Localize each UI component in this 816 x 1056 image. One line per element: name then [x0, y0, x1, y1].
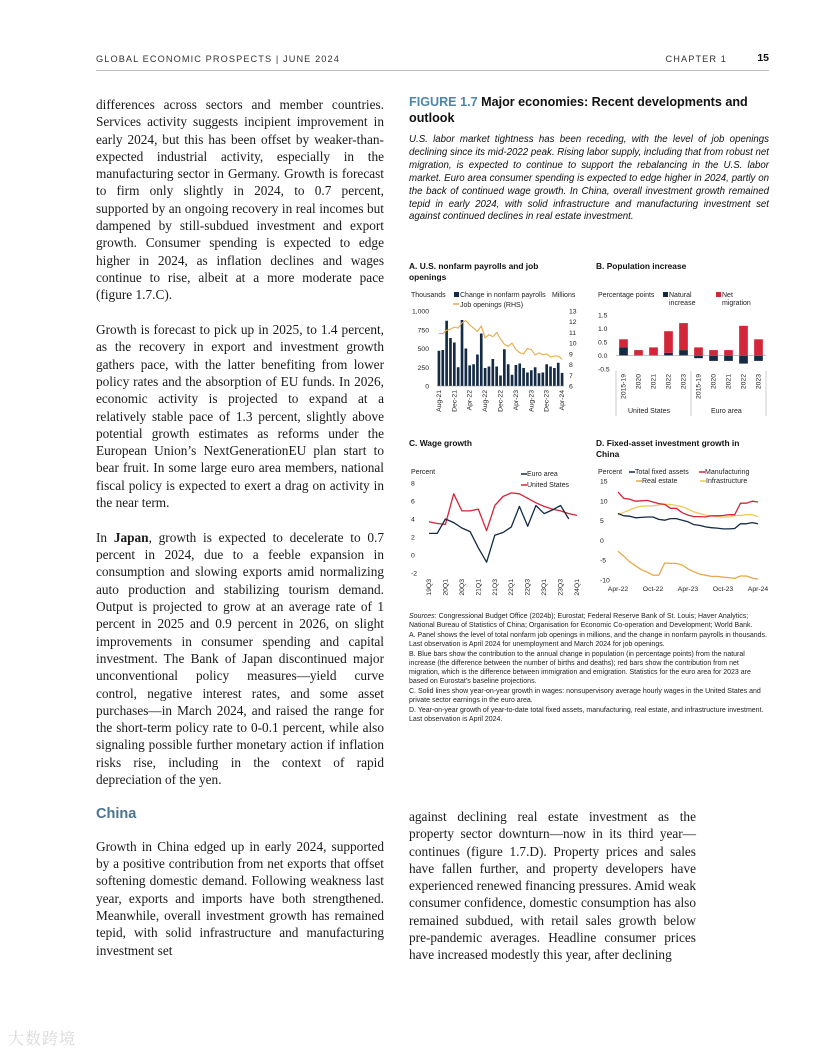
svg-text:20Q3: 20Q3 — [458, 579, 466, 596]
svg-text:Apr-23: Apr-23 — [677, 586, 699, 593]
legend-natural: Natural — [669, 292, 692, 299]
svg-text:Apr-24: Apr-24 — [747, 586, 769, 593]
svg-text:-0.5: -0.5 — [598, 366, 610, 374]
legend-swatch-natural — [663, 292, 668, 297]
svg-text:2023: 2023 — [755, 374, 763, 390]
panel-d-title — [596, 438, 771, 459]
body-paragraph: Growth is forecast to pick up in 2025, to 1.4 percent, as the recovery in export and investment growth gathers pace, with the latter benefiting from lower policy rates and the absorption of EU funds. In 2026, economic activity is projected to expand at a relatively stable pace of 1.3 percent, slightly above potential growth estimates as reforms under the European Union’s NextGenerationEU plan start to bear fruit. In some large euro area members, national fiscal policy is expected to exert a drag on activity in the near term. — [96, 322, 384, 511]
page-number: 15 — [757, 52, 769, 64]
svg-text:21Q1: 21Q1 — [475, 579, 483, 596]
svg-text:13: 13 — [569, 308, 577, 316]
watermark-logo: 大数跨境 — [8, 1029, 77, 1048]
svg-text:0: 0 — [411, 552, 415, 560]
legend-net: Net — [722, 292, 733, 299]
svg-text:23Q1: 23Q1 — [541, 579, 549, 596]
chapter-label: CHAPTER 1 — [665, 54, 727, 64]
japan-rest: , growth is expected to decelerate to 0.7 percent in 2024, due to a feeble expansion in consumption and slowing exports amid normalizing auto production and stabilizing tourism demand. Output is projected to grow at an average rate of 1 percent in 2025 and 0.9 percent in 2026, on slight improvements in consumer spending and capital investment. The Bank of Japan discontinued major unconventional policy measures—yield curve control, negative interest rates, and some asset purchases—in March 2024, and raised the range for the short-term policy rate to 0-0.1 percent, while also signaling possible further monetary action if inflation risks rise, including in the context of rapid depreciation of the yen. — [96, 529, 384, 787]
svg-text:Aug-23: Aug-23 — [528, 390, 536, 412]
svg-text:Apr-23: Apr-23 — [512, 390, 520, 411]
group-label-us: United States — [628, 408, 671, 415]
legend-total: Total fixed assets — [635, 469, 689, 476]
svg-text:2022: 2022 — [740, 374, 748, 390]
svg-text:8: 8 — [569, 362, 573, 370]
svg-text:23Q3: 23Q3 — [557, 579, 565, 596]
legend-ea: Euro area — [527, 471, 558, 478]
group-label-ea: Euro area — [711, 408, 742, 415]
svg-text:15: 15 — [600, 478, 608, 486]
svg-text:10: 10 — [569, 340, 577, 348]
svg-text:5: 5 — [600, 518, 604, 526]
legend-swatch-net — [716, 292, 721, 297]
body-paragraph: differences across sectors and member countries. Services activity suggests incipient improvement in early 2024, but this has been offset by weaker-than-expected industrial activity, especially in the manufacturing sector in Germany. Growth is forecast to firm only slightly in 2024, to 0.7 percent, supported by an ongoing recovery in real incomes but dampened by still-subdued investment and export growth. Consumer spending is expected to edge higher in 2024, as inflation declines and wages continue to rise, albeit at a more moderate pace (figure 1.7.C). — [96, 97, 384, 303]
chart-a — [409, 286, 584, 421]
left-column — [96, 96, 384, 976]
legend-infra: Infrastructure — [706, 478, 748, 485]
svg-text:22Q3: 22Q3 — [524, 579, 532, 596]
body-paragraph: against declining real estate investment as the property sector downturn—now in its third year—continues (figure 1.7.D). Property prices and sales have fallen further, and property developers have experienced renewed financing pressures. Amid weak consumer confidence, domestic consumption has also remained subdued, with retail sales growth below pre-pandemic averages. Headline consumer prices have increased modestly this year, after declining — [409, 809, 696, 963]
svg-text:2015-19: 2015-19 — [620, 374, 628, 399]
svg-text:0.5: 0.5 — [598, 339, 608, 347]
figure-title — [409, 94, 769, 126]
svg-text:2023: 2023 — [680, 374, 688, 390]
svg-text:6: 6 — [411, 498, 415, 506]
svg-text:Dec-23: Dec-23 — [543, 390, 551, 412]
note-c: C. Solid lines show year-on-year growth in wages: nonsupervisory average hourly wages in the United States and private sector earnings in the euro area. — [409, 688, 761, 704]
svg-text:2: 2 — [411, 534, 415, 542]
china-paragraph: Growth in China edged up in early 2024, supported by a positive contribution from net exports that offset softening domestic demand. Following weakness last year, exports and imports have both strengthened. Meanwhile, overall investment growth has remained tepid, with solid infrastructure and manufacturing investment set — [96, 838, 384, 958]
chart-c — [409, 466, 584, 606]
svg-text:2022: 2022 — [665, 374, 673, 390]
sources-text: : Congressional Budget Office (2024b); Eurostat; Federal Reserve Bank of St. Louis; Haver Analytics; National Bureau of Statistics of China; Organisation for Economic Co-operation and Development; World Bank. — [409, 613, 753, 629]
panel-c — [409, 438, 584, 603]
sources-label: Sources — [409, 613, 435, 620]
panel-d — [596, 438, 771, 603]
right-column-text — [409, 808, 696, 981]
panel-d-title-1: D. Fixed-asset investment growth in — [596, 438, 740, 448]
svg-text:19Q3: 19Q3 — [426, 579, 433, 596]
svg-text:250: 250 — [417, 364, 429, 372]
svg-text:1.0: 1.0 — [598, 326, 608, 333]
svg-text:750: 750 — [417, 327, 429, 335]
legend-mfg: Manufacturing — [705, 469, 750, 476]
legend-natural-2: increase — [669, 300, 696, 307]
legend-payrolls: Change in nonfarm payrolls — [460, 292, 546, 299]
chart-b-plot — [598, 313, 766, 417]
panel-d-title-2: China — [596, 448, 620, 459]
figure-subtitle: U.S. labor market tightness has been receding, with the level of job openings declining since its mid-2022 peak. Rising labor supply, including that from robust net migration, is expected to continue to support the rebalancing in the U.S. labor market. Euro area consumer spending is expected to edge higher in 2024, partly on the back of continued wage growth. In China, overall investment growth remained tepid in early 2024, with solid infrastructure and manufacturing investment set against continued declines in real estate investment. — [409, 134, 769, 223]
panel-b — [596, 261, 771, 421]
svg-text:-5: -5 — [600, 557, 607, 565]
axis-label: Percent — [598, 469, 623, 476]
svg-text:Dec-22: Dec-22 — [497, 390, 505, 412]
svg-text:1,000: 1,000 — [411, 308, 429, 316]
svg-text:10: 10 — [600, 498, 608, 506]
svg-text:22Q1: 22Q1 — [508, 579, 516, 596]
svg-text:20Q1: 20Q1 — [442, 579, 450, 596]
svg-text:Oct-23: Oct-23 — [712, 586, 734, 593]
svg-text:Oct-22: Oct-22 — [642, 586, 664, 593]
sources-note — [409, 612, 769, 630]
panel-b-title: B. Population increase — [596, 261, 687, 271]
svg-text:2020: 2020 — [710, 374, 718, 390]
figure-notes — [409, 612, 769, 725]
axis-label: Percentage points — [598, 292, 655, 299]
figure-number: FIGURE 1.7 — [409, 95, 478, 109]
japan-lead: In — [96, 529, 114, 545]
legend-openings: Job openings (RHS) — [460, 302, 524, 309]
svg-text:2020: 2020 — [635, 374, 643, 390]
section-heading-china: China — [96, 805, 137, 822]
svg-text:Apr-22: Apr-22 — [466, 390, 474, 411]
note-d: D. Year-on-year growth of year-to-date total fixed assets, manufacturing, real estate, and infrastructure investment. Last observation is April 2024. — [409, 707, 764, 723]
japan-bold: Japan — [113, 529, 149, 545]
publication-title: GLOBAL ECONOMIC PROSPECTS | JUNE 2024 — [96, 54, 340, 64]
svg-text:Dec-21: Dec-21 — [451, 390, 459, 412]
panel-a — [409, 261, 584, 421]
svg-text:2015-19: 2015-19 — [695, 374, 703, 399]
legend-swatch-payrolls — [454, 292, 459, 297]
svg-text:Aug-22: Aug-22 — [482, 390, 490, 412]
svg-text:0: 0 — [600, 537, 604, 545]
chart-d — [596, 466, 771, 606]
axis-label-left: Thousands — [411, 292, 446, 299]
axis-label-right: Millions — [552, 292, 576, 299]
svg-text:Apr-22: Apr-22 — [607, 586, 629, 593]
svg-text:Aug-21: Aug-21 — [435, 390, 443, 412]
svg-text:7: 7 — [569, 372, 573, 380]
svg-text:21Q3: 21Q3 — [491, 579, 499, 596]
legend-us: United States — [527, 482, 570, 489]
chart-a-plot — [412, 309, 577, 412]
svg-text:0.0: 0.0 — [598, 353, 608, 360]
svg-text:24Q1: 24Q1 — [574, 579, 581, 596]
svg-text:-10: -10 — [600, 577, 610, 585]
chart-c-plot — [411, 481, 581, 596]
japan-paragraph — [96, 529, 384, 788]
svg-text:6: 6 — [569, 383, 573, 391]
svg-text:-2: -2 — [411, 570, 418, 578]
panel-c-title: C. Wage growth — [409, 438, 472, 448]
svg-text:8: 8 — [411, 480, 415, 488]
svg-text:2021: 2021 — [650, 374, 658, 390]
svg-text:4: 4 — [411, 516, 415, 524]
svg-text:11: 11 — [569, 329, 577, 337]
axis-label: Percent — [411, 469, 436, 476]
running-header — [96, 52, 769, 70]
svg-text:2021: 2021 — [725, 374, 733, 390]
chart-d-plot — [600, 479, 768, 594]
svg-text:9: 9 — [569, 351, 573, 359]
svg-text:12: 12 — [569, 319, 577, 327]
figure-title-text: Major economies: Recent developments and outlook — [409, 95, 748, 125]
note-b: B. Blue bars show the contribution to the annual change in population (in percentage points) from the natural increase (the difference between the number of births and deaths); red bars show the contribution from net migration, which is the difference between immigration and emigration. Statistics for the euro area for 2023 are based on Eurostat’s baseline projections. — [409, 651, 751, 685]
chart-b — [596, 286, 771, 436]
header-divider — [96, 70, 769, 71]
panel-a-title: A. U.S. nonfarm payrolls and job openings — [409, 261, 539, 282]
figure-1-7 — [409, 94, 769, 224]
legend-net-2: migration — [722, 300, 751, 307]
svg-text:0: 0 — [425, 383, 429, 391]
svg-text:1.5: 1.5 — [598, 312, 608, 320]
note-a: A. Panel shows the level of total nonfarm job openings in millions, and the change in nonfarm payrolls in thousands. Last observation is April 2024 for unemployment and March 2024 for job openings. — [409, 632, 767, 648]
svg-text:Apr-24: Apr-24 — [559, 390, 567, 411]
svg-text:500: 500 — [417, 346, 429, 353]
legend-re: Real estate — [642, 478, 678, 485]
